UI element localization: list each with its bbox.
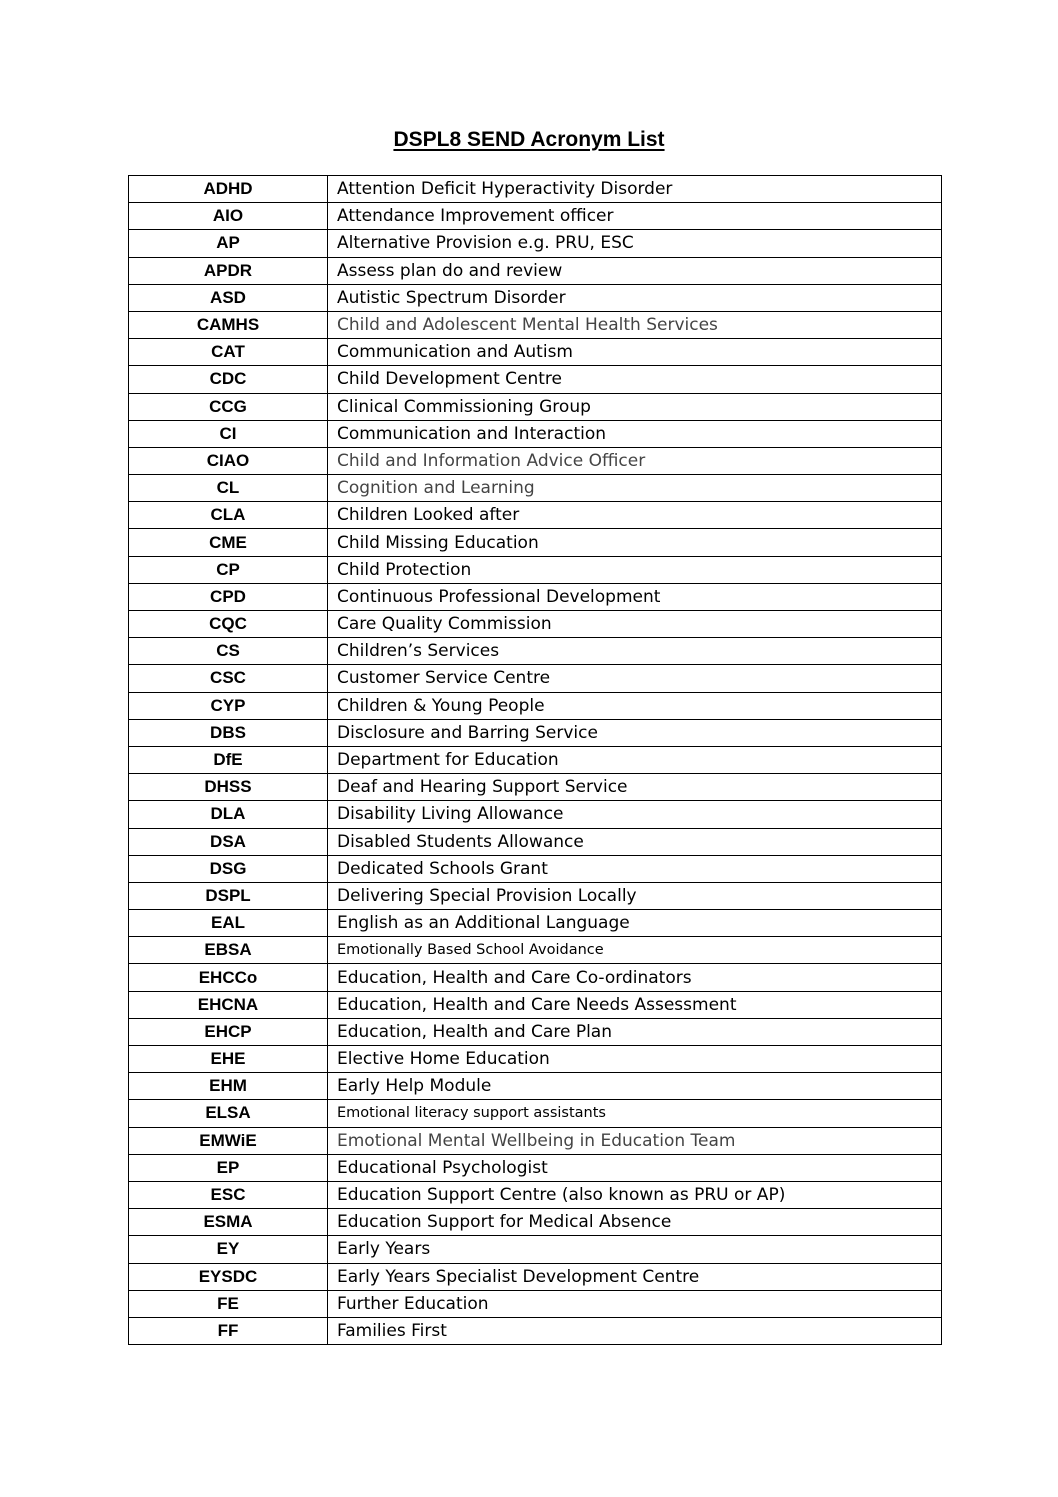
meaning-cell: Children’s Services: [328, 638, 942, 665]
acronym-cell: DLA: [129, 801, 328, 828]
table-row: [129, 801, 942, 828]
meaning-cell: Disability Living Allowance: [328, 801, 942, 828]
acronym-cell: ELSA: [129, 1100, 328, 1127]
table-row: [129, 311, 942, 338]
table-row: [129, 1209, 942, 1236]
table-row: [129, 774, 942, 801]
acronym-cell: EHCP: [129, 1018, 328, 1045]
acronym-cell: DSG: [129, 855, 328, 882]
table-row: [129, 393, 942, 420]
acronym-cell: AP: [129, 230, 328, 257]
table-row: [129, 638, 942, 665]
table-row: [129, 1046, 942, 1073]
table-row: [129, 420, 942, 447]
table-row: [129, 1073, 942, 1100]
table-row: [129, 284, 942, 311]
meaning-cell: Elective Home Education: [328, 1046, 942, 1073]
table-row: [129, 583, 942, 610]
table-row: [129, 1317, 942, 1344]
acronym-cell: CAMHS: [129, 311, 328, 338]
table-row: [129, 176, 942, 203]
table-row: [129, 1127, 942, 1154]
meaning-cell: Dedicated Schools Grant: [328, 855, 942, 882]
table-row: [129, 611, 942, 638]
acronym-cell: FF: [129, 1317, 328, 1344]
meaning-cell: Early Years Specialist Development Centre: [328, 1263, 942, 1290]
meaning-cell: Disabled Students Allowance: [328, 828, 942, 855]
acronym-cell: DSPL: [129, 882, 328, 909]
meaning-cell: Educational Psychologist: [328, 1154, 942, 1181]
table-row: [129, 1236, 942, 1263]
acronym-cell: CCG: [129, 393, 328, 420]
acronym-cell: EAL: [129, 910, 328, 937]
table-row: [129, 1100, 942, 1127]
meaning-cell: Communication and Autism: [328, 339, 942, 366]
acronym-cell: CQC: [129, 611, 328, 638]
acronym-table-body: [129, 176, 942, 1345]
meaning-cell: Education Support Centre (also known as PRU or AP): [328, 1181, 942, 1208]
acronym-cell: CI: [129, 420, 328, 447]
table-row: [129, 937, 942, 964]
meaning-cell: Assess plan do and review: [328, 257, 942, 284]
table-row: [129, 719, 942, 746]
acronym-cell: CAT: [129, 339, 328, 366]
acronym-cell: EP: [129, 1154, 328, 1181]
table-row: [129, 855, 942, 882]
acronym-cell: DHSS: [129, 774, 328, 801]
table-row: [129, 828, 942, 855]
acronym-cell: CSC: [129, 665, 328, 692]
meaning-cell: Department for Education: [328, 746, 942, 773]
table-row: [129, 964, 942, 991]
meaning-cell: Continuous Professional Development: [328, 583, 942, 610]
acronym-cell: EHE: [129, 1046, 328, 1073]
meaning-cell: Child and Adolescent Mental Health Services: [328, 311, 942, 338]
meaning-cell: Alternative Provision e.g. PRU, ESC: [328, 230, 942, 257]
meaning-cell: Communication and Interaction: [328, 420, 942, 447]
meaning-cell: Early Help Module: [328, 1073, 942, 1100]
table-row: [129, 1263, 942, 1290]
table-row: [129, 665, 942, 692]
table-row: [129, 257, 942, 284]
meaning-cell: Education, Health and Care Co-ordinators: [328, 964, 942, 991]
acronym-cell: DBS: [129, 719, 328, 746]
acronym-cell: DSA: [129, 828, 328, 855]
acronym-cell: FE: [129, 1290, 328, 1317]
acronym-cell: EHCCo: [129, 964, 328, 991]
meaning-cell: Education Support for Medical Absence: [328, 1209, 942, 1236]
table-row: [129, 991, 942, 1018]
acronym-cell: ESMA: [129, 1209, 328, 1236]
meaning-cell: Children & Young People: [328, 692, 942, 719]
table-row: [129, 475, 942, 502]
acronym-cell: CPD: [129, 583, 328, 610]
acronym-cell: EHM: [129, 1073, 328, 1100]
meaning-cell: Clinical Commissioning Group: [328, 393, 942, 420]
table-row: [129, 746, 942, 773]
acronym-cell: CME: [129, 529, 328, 556]
meaning-cell: Child Protection: [328, 556, 942, 583]
table-row: [129, 230, 942, 257]
table-row: [129, 1154, 942, 1181]
meaning-cell: Cognition and Learning: [328, 475, 942, 502]
acronym-cell: EBSA: [129, 937, 328, 964]
acronym-cell: CS: [129, 638, 328, 665]
table-row: [129, 502, 942, 529]
acronym-cell: ASD: [129, 284, 328, 311]
meaning-cell: Emotional literacy support assistants: [328, 1100, 942, 1127]
acronym-cell: ADHD: [129, 176, 328, 203]
meaning-cell: Early Years: [328, 1236, 942, 1263]
acronym-cell: ESC: [129, 1181, 328, 1208]
table-row: [129, 556, 942, 583]
table-row: [129, 1018, 942, 1045]
meaning-cell: Child Development Centre: [328, 366, 942, 393]
table-row: [129, 1290, 942, 1317]
meaning-cell: Deaf and Hearing Support Service: [328, 774, 942, 801]
acronym-cell: CLA: [129, 502, 328, 529]
meaning-cell: Emotionally Based School Avoidance: [328, 937, 942, 964]
table-row: [129, 339, 942, 366]
meaning-cell: Customer Service Centre: [328, 665, 942, 692]
acronym-cell: EY: [129, 1236, 328, 1263]
acronym-cell: EMWiE: [129, 1127, 328, 1154]
meaning-cell: Attention Deficit Hyperactivity Disorder: [328, 176, 942, 203]
meaning-cell: Attendance Improvement officer: [328, 203, 942, 230]
acronym-cell: APDR: [129, 257, 328, 284]
meaning-cell: Child and Information Advice Officer: [328, 447, 942, 474]
meaning-cell: Disclosure and Barring Service: [328, 719, 942, 746]
meaning-cell: Child Missing Education: [328, 529, 942, 556]
acronym-cell: CYP: [129, 692, 328, 719]
acronym-cell: CP: [129, 556, 328, 583]
table-row: [129, 692, 942, 719]
meaning-cell: Education, Health and Care Plan: [328, 1018, 942, 1045]
acronym-cell: AIO: [129, 203, 328, 230]
meaning-cell: Emotional Mental Wellbeing in Education Team: [328, 1127, 942, 1154]
acronym-cell: EHCNA: [129, 991, 328, 1018]
meaning-cell: English as an Additional Language: [328, 910, 942, 937]
meaning-cell: Education, Health and Care Needs Assessment: [328, 991, 942, 1018]
meaning-cell: Children Looked after: [328, 502, 942, 529]
meaning-cell: Autistic Spectrum Disorder: [328, 284, 942, 311]
meaning-cell: Delivering Special Provision Locally: [328, 882, 942, 909]
table-row: [129, 529, 942, 556]
table-row: [129, 1181, 942, 1208]
table-row: [129, 203, 942, 230]
meaning-cell: Further Education: [328, 1290, 942, 1317]
acronym-cell: CL: [129, 475, 328, 502]
acronym-cell: EYSDC: [129, 1263, 328, 1290]
acronym-table: [128, 175, 942, 1345]
acronym-cell: DfE: [129, 746, 328, 773]
page-title: DSPL8 SEND Acronym List: [393, 128, 665, 151]
acronym-cell: CIAO: [129, 447, 328, 474]
table-row: [129, 910, 942, 937]
meaning-cell: Families First: [328, 1317, 942, 1344]
meaning-cell: Care Quality Commission: [328, 611, 942, 638]
table-row: [129, 366, 942, 393]
table-row: [129, 882, 942, 909]
acronym-cell: CDC: [129, 366, 328, 393]
table-row: [129, 447, 942, 474]
